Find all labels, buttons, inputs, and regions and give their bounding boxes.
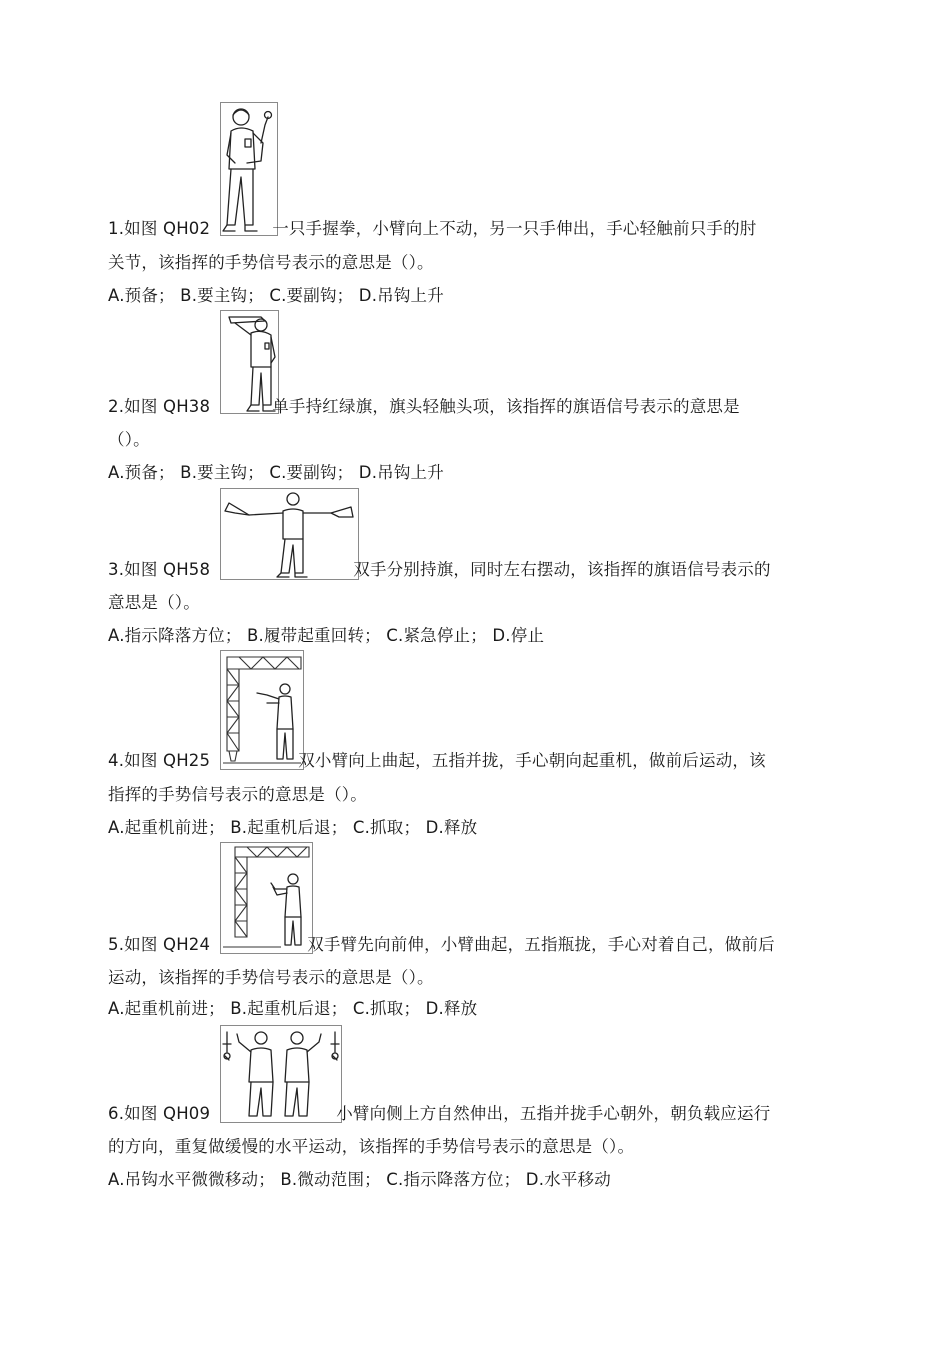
question-6-line-1 xyxy=(108,1104,770,1124)
question-4-line-1 xyxy=(108,751,766,771)
question-text: 双小臂向上曲起，五指并拢，手心朝向起重机，做前后运动，该 xyxy=(298,751,766,770)
question-6-options: A.吊钩水平微微移动； B.微动范围； C.指示降落方位； D.水平移动 xyxy=(108,1170,611,1189)
question-1-line-2: 关节，该指挥的手势信号表示的意思是（）。 xyxy=(108,253,434,272)
question-3-line-1 xyxy=(108,560,771,580)
question-3-options: A.指示降落方位； B.履带起重回转； C.紧急停止； D.停止 xyxy=(108,626,545,645)
question-number: 6. xyxy=(108,1104,125,1123)
question-1-options: A.预备； B.要主钩； C.要副钩； D.吊钩上升 xyxy=(108,286,444,305)
question-2-line-1 xyxy=(108,397,740,417)
question-2-options: A.预备； B.要主钩； C.要副钩； D.吊钩上升 xyxy=(108,463,444,482)
question-number: 1. xyxy=(108,219,125,238)
question-text: 双手分别持旗，同时左右摆动，该指挥的旗语信号表示的 xyxy=(353,560,771,579)
question-text: 小臂向侧上方自然伸出，五指并拢手心朝外，朝负载应运行 xyxy=(336,1104,771,1123)
question-1-line-1 xyxy=(108,219,757,239)
question-4-line-2: 指挥的手势信号表示的意思是（）。 xyxy=(108,785,367,804)
question-5-line-2: 运动，该指挥的手势信号表示的意思是（）。 xyxy=(108,968,434,987)
question-5-line-1 xyxy=(108,935,775,955)
question-2-line-2: （）。 xyxy=(108,430,150,449)
figure-reference: 如图 QH25 xyxy=(124,751,211,770)
figure-reference: 如图 QH38 xyxy=(124,397,211,416)
figure-reference: 如图 QH24 xyxy=(124,935,211,954)
figure-reference: 如图 QH58 xyxy=(124,560,211,579)
figure-reference: 如图 QH02 xyxy=(124,219,211,238)
question-number: 3. xyxy=(108,560,125,579)
question-number: 2. xyxy=(108,397,125,416)
question-number: 4. xyxy=(108,751,125,770)
question-text: 双手臂先向前伸，小臂曲起，五指瓶拢，手心对着自己，做前后 xyxy=(307,935,775,954)
figure-qh02 xyxy=(220,102,278,236)
question-text: 一只手握拳，小臂向上不动，另一只手伸出，手心轻触前只手的肘 xyxy=(272,219,757,238)
question-text: 单手持红绿旗，旗头轻触头项，该指挥的旗语信号表示的意思是 xyxy=(272,397,740,416)
question-4-options: A.起重机前进； B.起重机后退； C.抓取； D.释放 xyxy=(108,818,478,837)
question-5-options: A.起重机前进； B.起重机后退； C.抓取； D.释放 xyxy=(108,999,478,1018)
question-number: 5. xyxy=(108,935,125,954)
question-3-line-2: 意思是（）。 xyxy=(108,593,200,612)
figure-reference: 如图 QH09 xyxy=(124,1104,211,1123)
question-6-line-2: 的方向，重复做缓慢的水平运动，该指挥的手势信号表示的意思是（）。 xyxy=(108,1137,635,1156)
